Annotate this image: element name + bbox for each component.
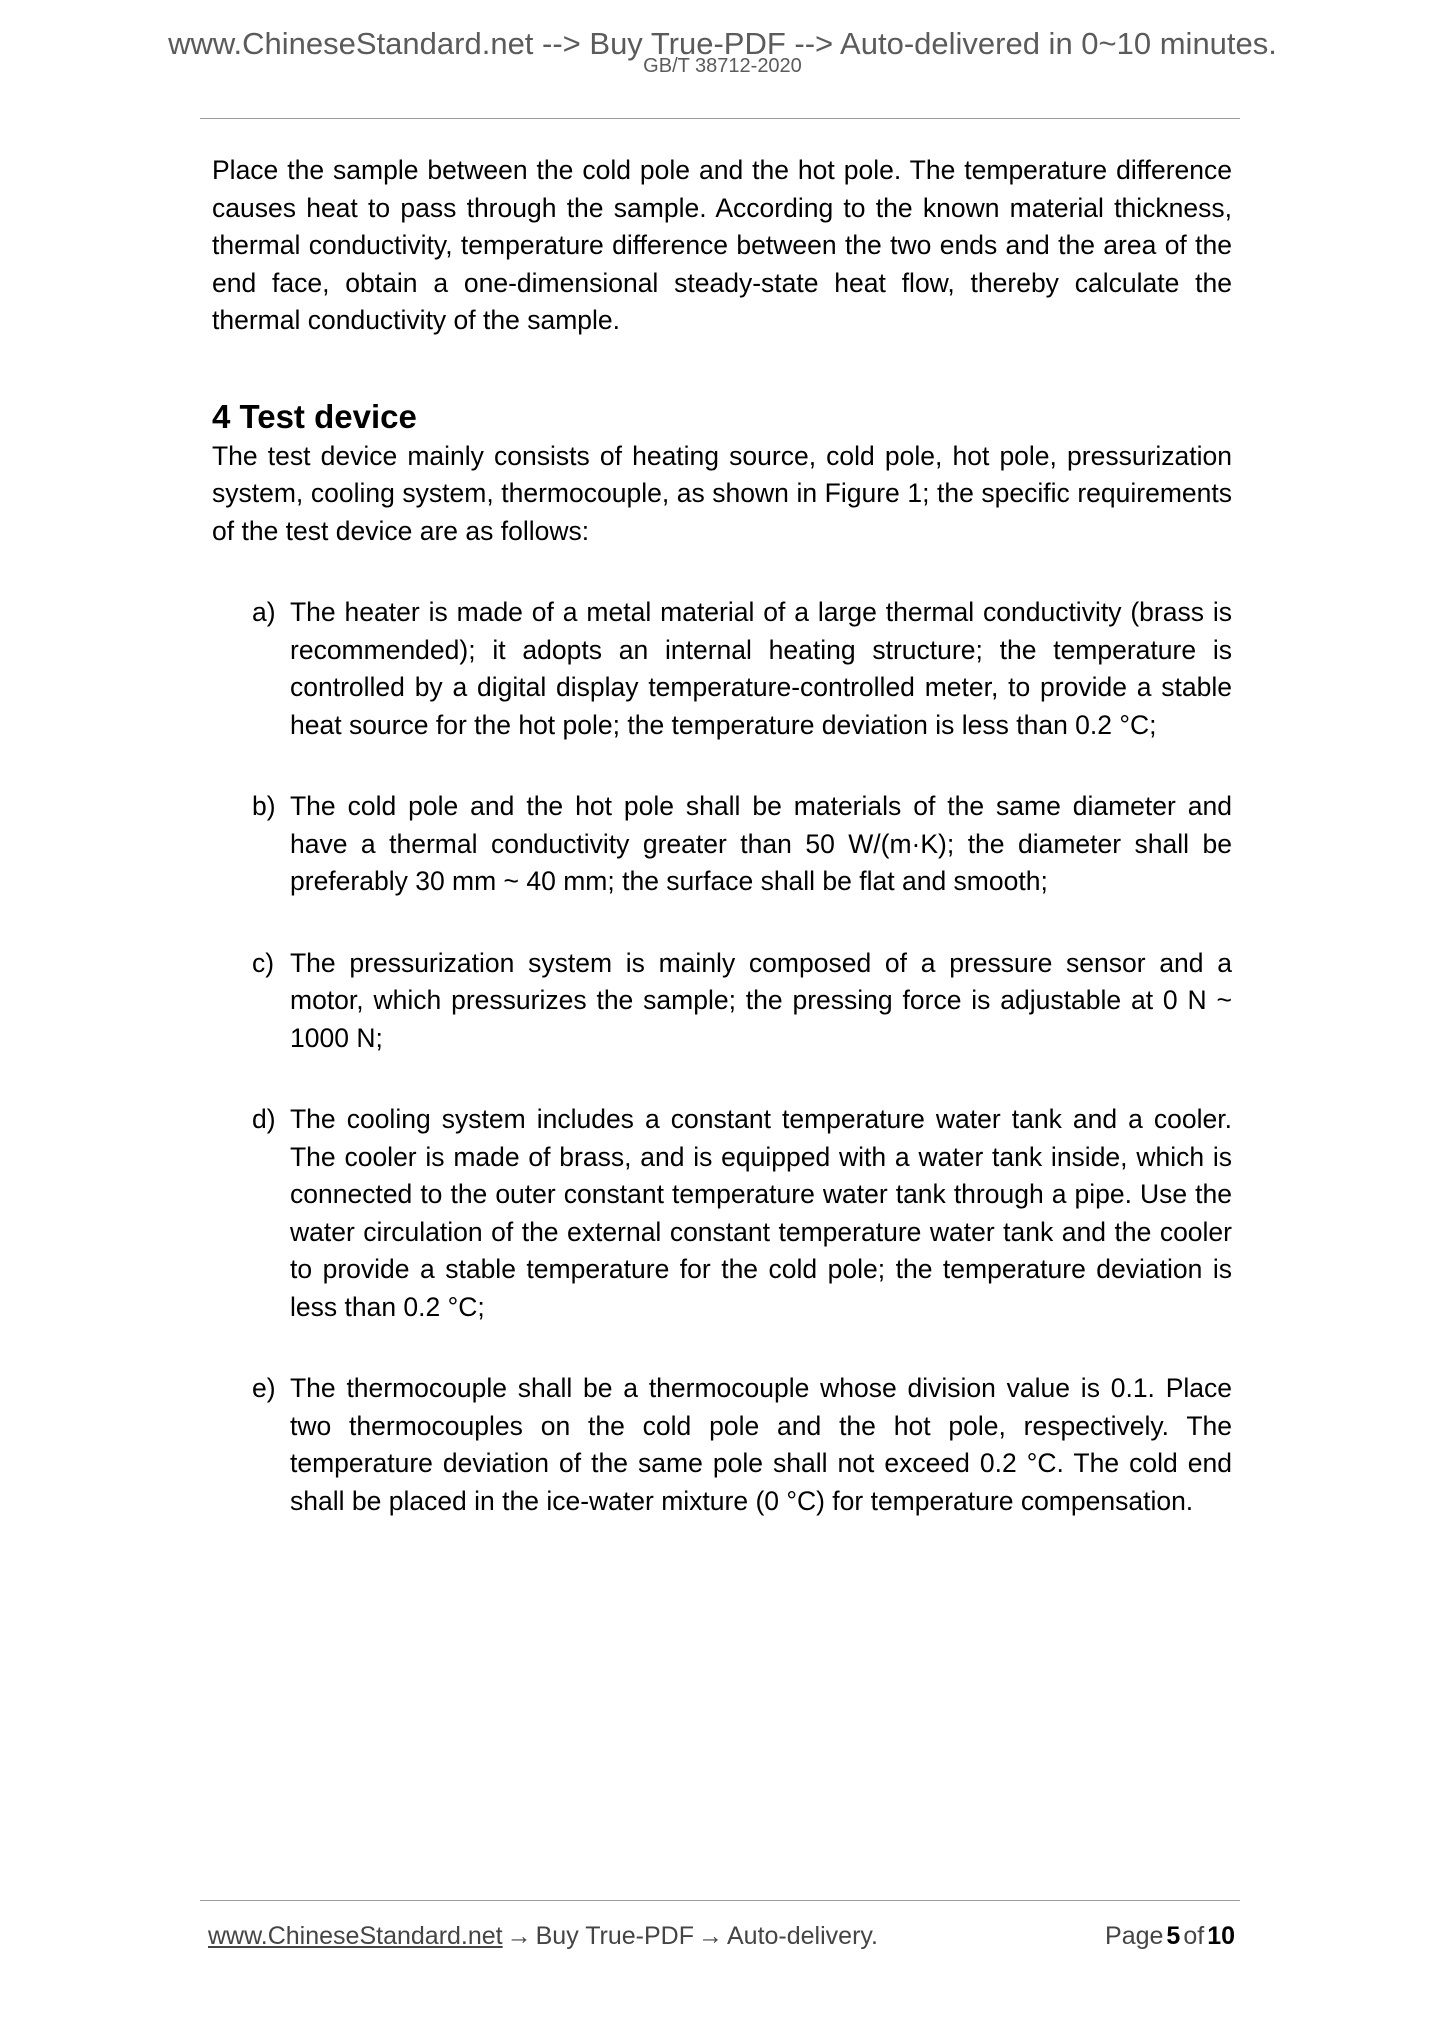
footer-website-link[interactable]: www.ChineseStandard.net xyxy=(208,1922,503,1950)
footer-delivery-text: Auto-delivery. xyxy=(727,1922,878,1950)
list-item xyxy=(212,1370,1232,1520)
list-item-text: The cold pole and the hot pole shall be materials of the same diameter and have a thermal conductivity greater than 50 W/(m·K); the diameter shall be preferably 30 mm ~ 40 mm; the surface shall be flat and smooth; xyxy=(290,791,1232,896)
list-item-marker: e) xyxy=(252,1373,276,1403)
list-item-text: The heater is made of a metal material of a large thermal conductivity (brass is recommended); it adopts an internal heating structure; the temperature is controlled by a digital display temperature-controlled meter, to provide a stable heat source for the hot pole; the temperature deviation is less than 0.2 °C; xyxy=(290,597,1232,740)
paragraph-intro: Place the sample between the cold pole and the hot pole. The temperature difference causes heat to pass through the sample. According to the known material thickness, thermal conductivity, temperature difference between the two ends and the area of the end face, obtain a one-dimensional steady-state heat flow, thereby calculate the thermal conductivity of the sample. xyxy=(212,155,1232,335)
footer-promo xyxy=(208,1922,878,1951)
list-item xyxy=(212,594,1232,744)
arrow-right-icon: → xyxy=(698,1922,723,1950)
requirements-list xyxy=(212,594,1232,1520)
footer-divider xyxy=(200,1900,1240,1901)
list-item-text: The cooling system includes a constant temperature water tank and a cooler. The cooler is made of brass, and is equipped with a water tank inside, which is connected to the outer constant temperature water tank through a pipe. Use the water circulation of the external constant temperature water tank and the cooler to provide a stable temperature for the cold pole; the temperature deviation is less than 0.2 °C; xyxy=(290,1104,1232,1322)
page-footer xyxy=(200,1922,1240,1966)
page-number-indicator xyxy=(1105,1922,1238,1951)
paragraph-test-device-intro: The test device mainly consists of heating source, cold pole, hot pole, pressurization system, cooling system, thermocouple, as shown in Figure 1; the specific requirements of the test device are as follows: xyxy=(212,440,1232,546)
page-total: 10 xyxy=(1207,1922,1235,1950)
arrow-right-icon: → xyxy=(506,1922,532,1950)
list-item-text: The thermocouple shall be a thermocouple whose division value is 0.1. Place two thermocouples on the cold pole and the hot pole, respectively. The temperature deviation of the same pole shall not exceed 0.2 °C. The cold end shall be placed in the ice-water mixture (0 °C) for temperature compensation. xyxy=(290,1373,1232,1516)
list-item-marker: c) xyxy=(252,947,275,978)
list-item-marker: a) xyxy=(252,597,276,627)
page-current: 5 xyxy=(1166,1922,1181,1950)
list-item xyxy=(212,788,1232,901)
page-label: Page xyxy=(1105,1922,1164,1950)
header-divider xyxy=(200,118,1240,119)
document-content xyxy=(212,152,1232,1520)
list-item xyxy=(212,945,1232,1058)
list-item-marker: b) xyxy=(252,791,276,821)
header-promo-text: www.ChineseStandard.net --> Buy True-PDF --> Auto-delivered in 0~10 minutes. xyxy=(168,26,1277,61)
list-item-text: The pressurization system is mainly composed of a pressure sensor and a motor, which pressurizes the sample; the pressing force is adjustable at 0 N ~ 1000 N; xyxy=(290,947,1232,1053)
page-of-label: of xyxy=(1183,1922,1205,1950)
page-header xyxy=(0,26,1445,78)
page-title: 4 Test device xyxy=(212,397,417,435)
footer-buy-text: Buy True-PDF xyxy=(535,1922,694,1950)
list-item-marker: d) xyxy=(252,1104,276,1134)
list-item xyxy=(212,1101,1232,1326)
header-standard-number: GB/T 38712-2020 xyxy=(643,55,802,77)
